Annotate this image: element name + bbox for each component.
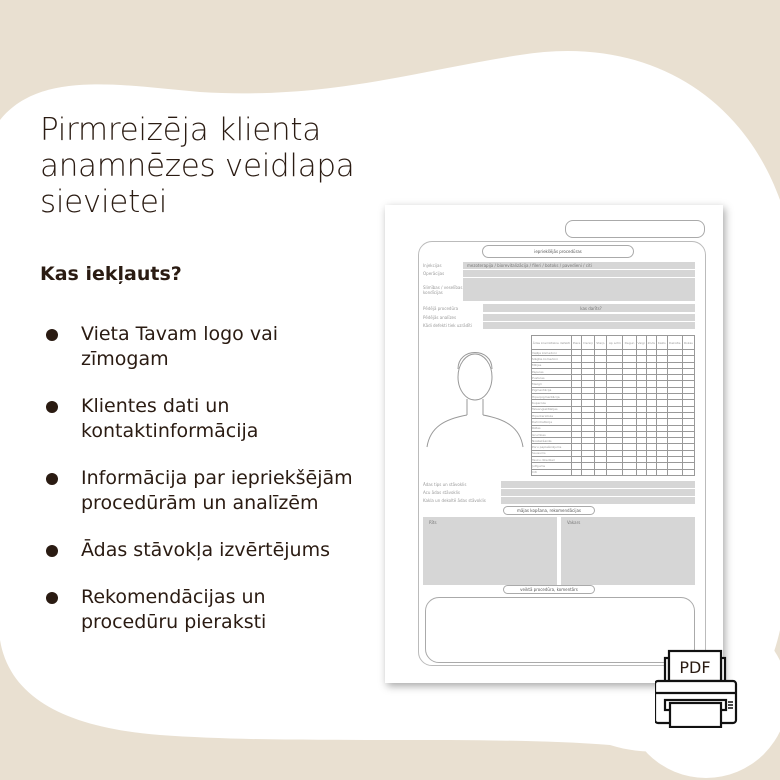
- row-label: Sausums: [532, 450, 572, 456]
- table-cell: [582, 469, 595, 475]
- list-item: [46, 466, 366, 516]
- morning-box: Rīts: [423, 517, 557, 585]
- field-label: Injekcijas: [423, 263, 442, 268]
- bullet-icon: [46, 545, 58, 557]
- field-value: [483, 314, 695, 321]
- row-label: Teleangiektāzijas: [532, 406, 572, 412]
- list-item-text: Ādas stāvokļa izvērtējums: [81, 539, 330, 561]
- table-row: [532, 469, 695, 475]
- list-item: [46, 394, 366, 444]
- field-label: Kādi defekti tiek uzrādīti: [423, 323, 472, 328]
- section-home-care: mājas kopšana, rekomendācijas: [503, 506, 595, 515]
- field-label: Pēdējās analīzes: [423, 315, 457, 320]
- field-value: [501, 497, 695, 504]
- list-item-text: Klientes dati un kontaktinformācija: [81, 395, 259, 442]
- column-header: Dekolte: [667, 336, 682, 350]
- table-cell: [646, 469, 656, 475]
- row-label: Poru paplašinājums: [532, 444, 572, 450]
- bullet-icon: [46, 473, 58, 485]
- field-label: Kakla un dekoltē ādas stāvoklis: [423, 498, 486, 503]
- row-label: Hiperpigmentācija: [532, 394, 572, 400]
- field-label: Ādas tips un stāvoklis: [423, 482, 467, 487]
- table-cell: [572, 469, 582, 475]
- column-header: Zods: [646, 336, 656, 350]
- field-label: Acu ādas stāvoklis: [423, 490, 461, 495]
- row-label: Mezgli: [532, 381, 572, 387]
- bullet-icon: [46, 329, 58, 341]
- list-item-text: Informācija par iepriekšējām procedūrām un analīzēm: [81, 467, 353, 514]
- section-procedure-comment: veiktā procedūra, komentārs: [503, 585, 595, 594]
- section-previous-procedures: iepriekšējās procedūras: [482, 245, 634, 258]
- table-cell: [667, 469, 682, 475]
- column-header: Starp.: [595, 336, 607, 350]
- table-cell: [636, 469, 646, 475]
- list-item-text: Rekomendācijas un procedūru pieraksti: [81, 586, 267, 633]
- column-header: Degun: [623, 336, 636, 350]
- list-item: [46, 538, 366, 563]
- column-header: Deniņi: [582, 336, 595, 350]
- field-value: kas darīts?: [483, 304, 695, 312]
- table-header: Ādas kosmētiskie defekti: [532, 336, 572, 350]
- face-illustration: [425, 337, 525, 449]
- row-label: Vaļēja komedoni: [532, 350, 572, 356]
- list-item-text: Vieta Tavam logo vai zīmogam: [81, 323, 279, 370]
- table-cell: [595, 469, 607, 475]
- evening-box: Vakars: [561, 517, 695, 585]
- row-label: Hiperkeratoze: [532, 412, 572, 418]
- row-label: Rētas: [532, 425, 572, 431]
- column-header: Rokas: [682, 336, 694, 350]
- list-item: [46, 322, 366, 372]
- skin-assessment-table: [531, 335, 695, 476]
- feature-list: [46, 322, 366, 657]
- pdf-label: PDF: [679, 658, 711, 677]
- row-label: Pigmentācija: [532, 387, 572, 393]
- field-value: [501, 481, 695, 488]
- field-value: [463, 278, 695, 301]
- row-label: Slēgtie komedoni: [532, 356, 572, 362]
- field-value: [463, 270, 695, 277]
- field-value: [501, 489, 695, 496]
- pdf-printer-icon: [655, 648, 745, 728]
- column-header: Vaigi: [636, 336, 646, 350]
- table-cell: [682, 469, 694, 475]
- list-item: [46, 585, 366, 635]
- row-label: Jutīgums: [532, 463, 572, 469]
- row-label: Papulas: [532, 368, 572, 374]
- row-label: Dehidratācija: [532, 419, 572, 425]
- field-label: Slimības / veselības kondīcijas: [423, 284, 463, 295]
- column-header: Ap acīm: [607, 336, 623, 350]
- page-title: Pirmreizēja klienta anamnēzes veidlapa sievietei: [40, 112, 355, 220]
- column-header: Kakls: [656, 336, 667, 350]
- field-value: mezoterapija / biorevitalizācija / fileri / botoks / pavedieni / citi: [463, 262, 695, 269]
- table-cell: [656, 469, 667, 475]
- table-cell: [623, 469, 636, 475]
- form-preview: [385, 205, 723, 683]
- field-label: Operācijas: [423, 271, 445, 276]
- row-label: Nosliekšanās: [532, 438, 572, 444]
- subtitle: Kas iekļauts?: [40, 263, 182, 285]
- row-label: Grumbas: [532, 431, 572, 437]
- field-value: [483, 322, 695, 329]
- row-label: Kuperoze: [532, 400, 572, 406]
- row-label: Tauku dziedzeri: [532, 457, 572, 463]
- row-label: Milijas: [532, 362, 572, 368]
- logo-placeholder: [565, 220, 705, 238]
- column-header: Piere: [572, 336, 582, 350]
- table-cell: [607, 469, 623, 475]
- row-label: Pustulas: [532, 375, 572, 381]
- bullet-icon: [46, 401, 58, 413]
- row-label: Citi: [532, 469, 572, 475]
- bullet-icon: [46, 592, 58, 604]
- field-label: Pēdējā procedūra: [423, 305, 459, 311]
